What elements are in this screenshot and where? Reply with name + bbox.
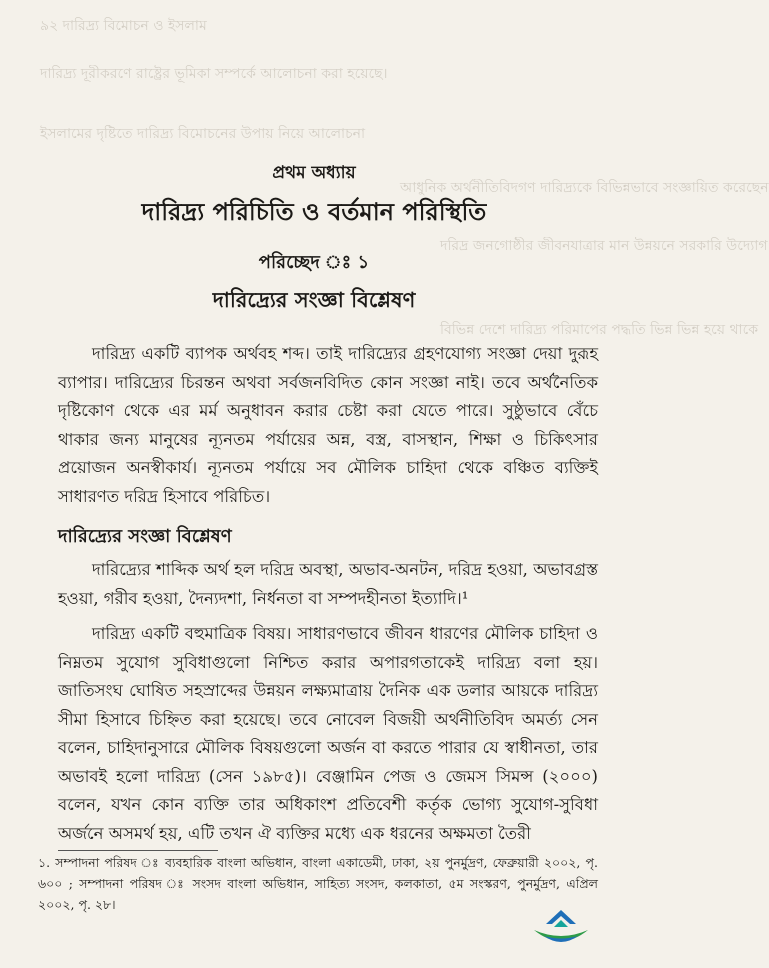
body-paragraph: দারিদ্র্যের শাব্দিক অর্থ হল দরিদ্র অবস্থা, অভাব-অনটন, দরিদ্র হওয়া, অভাবগ্রস্ত হওয়া, গরীব হওয়া, দৈন্যদশা, নির্ধনতা বা সম্পদহীনতা ইত্যাদি।¹ <box>58 560 598 608</box>
publisher-logo-icon <box>530 908 592 952</box>
footnote: ১. সম্পাদনা পরিষদ ঃ ব্যবহারিক বাংলা অভিধান, বাংলা একাডেমী, ঢাকা, ২য় পুনর্মুদ্রণ, ফেব্রুয়ারী ২০০২, পৃ. ৬০০ ; সম্পাদনা পরিষদ ঃ সংসদ বাংলা অভিধান, সাহিত্য সংসদ, কলকাতা, ৫ম সংস্করণ, পুনর্মুদ্রণ, এপ্রিল ২০০২, পৃ. ২৮। <box>38 855 598 912</box>
bleed-through-text: বিভিন্ন দেশে দারিদ্র্য পরিমাপের পদ্ধতি ভিন্ন ভিন্ন হয়ে থাকে <box>440 322 759 338</box>
chapter-label: প্রথম অধ্যায় <box>272 163 356 183</box>
section-label: পরিচ্ছেদ ঃ ১ <box>258 252 370 273</box>
body-paragraph: দারিদ্র্য একটি ব্যাপক অর্থবহ শব্দ। তাই দারিদ্র্যের গ্রহণযোগ্য সংজ্ঞা দেয়া দুরূহ ব্যাপার। দারিদ্র্যের চিরন্তন অথবা সর্বজনবিদিত কোন সংজ্ঞা নাই। তবে অর্থনৈতিক দৃষ্টিকোণ থেকে এর মর্ম অনুধাবন করার চেষ্টা করা যেতে পারে। সুষ্ঠুভাবে বেঁচে থাকার জন্য মানুষের ন্যূনতম পর্যায়ের অন্ন, বস্ত্র, বাসস্থান, শিক্ষা ও চিকিৎসার প্রয়োজন অনস্বীকার্য। ন্যূনতম পর্যায়ে সব মৌলিক চাহিদা থেকে বঞ্চিত ব্যক্তিই সাধারণত দরিদ্র হিসাবে পরিচিত। <box>58 344 598 506</box>
section-title: দারিদ্র্যের সংজ্ঞা বিশ্লেষণ <box>212 287 416 312</box>
bleed-through-text: ৯২ দারিদ্র্য বিমোচন ও ইসলাম <box>40 18 207 34</box>
subheading: দারিদ্র্যের সংজ্ঞা বিশ্লেষণ <box>58 526 232 547</box>
bleed-through-text: ইসলামের দৃষ্টিতে দারিদ্র্য বিমোচনের উপায় নিয়ে আলোচনা <box>40 126 366 142</box>
bleed-through-text: দারিদ্র্য দূরীকরণে রাষ্ট্রের ভূমিকা সম্পর্কে আলোচনা করা হয়েছে। <box>40 66 388 82</box>
body-paragraph: দারিদ্র্য একটি বহুমাত্রিক বিষয়। সাধারণভাবে জীবন ধারণের মৌলিক চাহিদা ও নিম্নতম সুযোগ সুবিধাগুলো নিশ্চিত করার অপারগতাকেই দারিদ্র্য বলা হয়। জাতিসংঘ ঘোষিত সহস্রাব্দের উন্নয়ন লক্ষ্যমাত্রায় দৈনিক এক ডলার আয়কে দারিদ্র্য সীমা হিসাবে চিহ্নিত করা হয়েছে। তবে নোবেল বিজয়ী অর্থনীতিবিদ অমর্ত্য সেন বলেন, চাহিদানুসারে মৌলিক বিষয়গুলো অর্জন বা করতে পারার যে স্বাধীনতা, তার অভাবই হলো দারিদ্র্য (সেন ১৯৮৫)। বেঞ্জামিন পেজ ও জেমস সিমন্স (২০০০) বলেন, যখন কোন ব্যক্তি তার অধিকাংশ প্রতিবেশী কর্তৃক ভোগ্য সুযোগ-সুবিধা অর্জনে অসমর্থ হয়, এটি তখন ঐ ব্যক্তির মধ্যে এক ধরনের অক্ষমতা তৈরী <box>58 624 598 843</box>
footnote-divider <box>58 850 218 851</box>
chapter-title: দারিদ্র্য পরিচিতি ও বর্তমান পরিস্থিতি <box>141 197 487 226</box>
bleed-through-text: দরিদ্র জনগোষ্ঠীর জীবনযাত্রার মান উন্নয়নে সরকারি উদ্যোগ <box>440 238 768 254</box>
bleed-through-text: আধুনিক অর্থনীতিবিদগণ দারিদ্র্যকে বিভিন্নভাবে সংজ্ঞায়িত করেছেন <box>400 180 769 196</box>
